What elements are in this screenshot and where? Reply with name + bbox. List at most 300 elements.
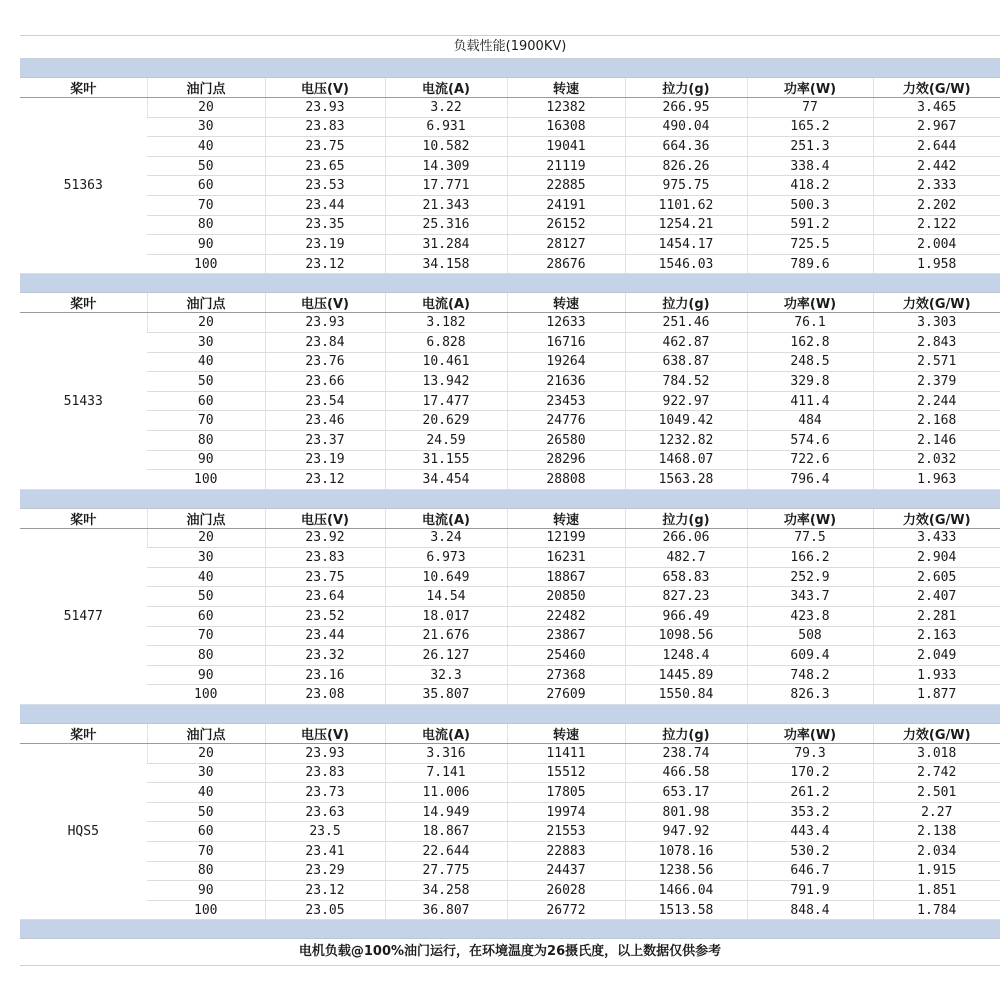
- table-cell: 10.649: [385, 567, 507, 587]
- table-cell: 26.127: [385, 646, 507, 666]
- table-cell: 40: [147, 137, 265, 157]
- table-row: [20, 98, 1000, 118]
- table-cell: 23.65: [265, 156, 385, 176]
- table-row: [20, 685, 1000, 705]
- table-cell: 2.168: [873, 411, 1000, 431]
- table-cell: 50: [147, 156, 265, 176]
- table-cell: 530.2: [747, 842, 873, 862]
- table-cell: 14.54: [385, 587, 507, 607]
- column-header: 油门点: [147, 509, 265, 529]
- table-cell: 462.87: [625, 332, 747, 352]
- table-cell: 11.006: [385, 783, 507, 803]
- table-cell: 60: [147, 176, 265, 196]
- table-cell: 34.454: [385, 470, 507, 490]
- table-cell: 1550.84: [625, 685, 747, 705]
- table-cell: 252.9: [747, 567, 873, 587]
- table-cell: 1563.28: [625, 470, 747, 490]
- column-header: 电流(A): [385, 293, 507, 313]
- column-header: 电流(A): [385, 509, 507, 529]
- table-row: [20, 430, 1000, 450]
- table-cell: 25460: [507, 646, 625, 666]
- table-row: [20, 607, 1000, 627]
- table-cell: 20: [147, 744, 265, 764]
- column-header: 电压(V): [265, 724, 385, 744]
- table-cell: 31.284: [385, 235, 507, 255]
- table-cell: 266.06: [625, 528, 747, 548]
- table-cell: 26580: [507, 430, 625, 450]
- table-cell: 801.98: [625, 802, 747, 822]
- table-cell: 2.034: [873, 842, 1000, 862]
- table-cell: 251.46: [625, 313, 747, 333]
- table-cell: 50: [147, 587, 265, 607]
- table-cell: 1513.58: [625, 900, 747, 920]
- table-cell: 1.915: [873, 861, 1000, 881]
- column-header: 拉力(g): [625, 724, 747, 744]
- table-cell: 23.84: [265, 332, 385, 352]
- table-cell: 100: [147, 685, 265, 705]
- table-cell: 2.571: [873, 352, 1000, 372]
- table-cell: 508: [747, 626, 873, 646]
- table-cell: 21553: [507, 822, 625, 842]
- table-row: [20, 861, 1000, 881]
- column-header: 转速: [507, 78, 625, 98]
- table-cell: 76.1: [747, 313, 873, 333]
- table-row: [20, 783, 1000, 803]
- column-header: 油门点: [147, 724, 265, 744]
- prop-table: [20, 78, 1000, 274]
- table-row: [20, 235, 1000, 255]
- column-header: 功率(W): [747, 724, 873, 744]
- table-cell: 23.32: [265, 646, 385, 666]
- table-cell: 12199: [507, 528, 625, 548]
- table-cell: 664.36: [625, 137, 747, 157]
- table-cell: 170.2: [747, 763, 873, 783]
- table-cell: 17.771: [385, 176, 507, 196]
- table-cell: 1445.89: [625, 665, 747, 685]
- table-cell: 23453: [507, 391, 625, 411]
- table-cell: 2.202: [873, 195, 1000, 215]
- section-divider-band: [20, 59, 1000, 78]
- table-cell: 80: [147, 861, 265, 881]
- table-cell: 34.258: [385, 881, 507, 901]
- column-header: 油门点: [147, 293, 265, 313]
- table-cell: 30: [147, 763, 265, 783]
- table-cell: 2.904: [873, 548, 1000, 568]
- data-tables: [20, 59, 1000, 939]
- column-header: 桨叶: [20, 293, 147, 313]
- table-cell: 1254.21: [625, 215, 747, 235]
- table-cell: 3.433: [873, 528, 1000, 548]
- table-row: [20, 352, 1000, 372]
- table-row: [20, 763, 1000, 783]
- table-cell: 1078.16: [625, 842, 747, 862]
- table-cell: 1.958: [873, 254, 1000, 274]
- table-cell: 1049.42: [625, 411, 747, 431]
- column-header: 电压(V): [265, 509, 385, 529]
- section-divider-band: [20, 920, 1000, 939]
- table-cell: 19041: [507, 137, 625, 157]
- table-cell: 411.4: [747, 391, 873, 411]
- table-row: [20, 313, 1000, 333]
- table-cell: 50: [147, 802, 265, 822]
- table-cell: 80: [147, 430, 265, 450]
- table-cell: 1.963: [873, 470, 1000, 490]
- table-cell: 20: [147, 313, 265, 333]
- table-cell: 2.605: [873, 567, 1000, 587]
- table-cell: 3.182: [385, 313, 507, 333]
- column-header: 力效(G/W): [873, 293, 1000, 313]
- table-cell: 26028: [507, 881, 625, 901]
- table-row: [20, 450, 1000, 470]
- table-cell: 21.343: [385, 195, 507, 215]
- table-cell: 40: [147, 567, 265, 587]
- table-cell: 23.75: [265, 137, 385, 157]
- table-row: [20, 842, 1000, 862]
- table-row: [20, 528, 1000, 548]
- table-cell: 28127: [507, 235, 625, 255]
- table-cell: 40: [147, 783, 265, 803]
- table-cell: 3.018: [873, 744, 1000, 764]
- table-cell: 248.5: [747, 352, 873, 372]
- table-cell: 27.775: [385, 861, 507, 881]
- table-cell: 20: [147, 98, 265, 118]
- column-header: 力效(G/W): [873, 509, 1000, 529]
- table-cell: 443.4: [747, 822, 873, 842]
- column-header: 力效(G/W): [873, 724, 1000, 744]
- table-cell: 10.582: [385, 137, 507, 157]
- table-cell: 2.004: [873, 235, 1000, 255]
- table-cell: 80: [147, 646, 265, 666]
- table-cell: 35.807: [385, 685, 507, 705]
- table-cell: 653.17: [625, 783, 747, 803]
- table-cell: 30: [147, 332, 265, 352]
- table-cell: 23.12: [265, 254, 385, 274]
- table-cell: 261.2: [747, 783, 873, 803]
- table-cell: 23.93: [265, 744, 385, 764]
- table-cell: 6.973: [385, 548, 507, 568]
- column-header: 电压(V): [265, 78, 385, 98]
- column-header: 桨叶: [20, 509, 147, 529]
- table-cell: 23.19: [265, 450, 385, 470]
- table-cell: 784.52: [625, 372, 747, 392]
- table-cell: 70: [147, 626, 265, 646]
- footer-note: 电机负载@100%油门运行，在环境温度为26摄氏度，以上数据仅供参考: [20, 939, 1000, 966]
- table-cell: 30: [147, 117, 265, 137]
- table-cell: 23.93: [265, 313, 385, 333]
- prop-name-cell: HQS5: [20, 744, 147, 920]
- table-cell: 23.46: [265, 411, 385, 431]
- table-cell: 500.3: [747, 195, 873, 215]
- column-header: 功率(W): [747, 509, 873, 529]
- table-cell: 722.6: [747, 450, 873, 470]
- table-row: [20, 254, 1000, 274]
- table-cell: 90: [147, 665, 265, 685]
- table-cell: 2.146: [873, 430, 1000, 450]
- table-cell: 24437: [507, 861, 625, 881]
- header-row: [20, 293, 1000, 313]
- table-cell: 27609: [507, 685, 625, 705]
- prop-table: [20, 509, 1000, 705]
- table-cell: 23.75: [265, 567, 385, 587]
- table-cell: 23.16: [265, 665, 385, 685]
- table-cell: 23.63: [265, 802, 385, 822]
- table-cell: 70: [147, 411, 265, 431]
- prop-table: [20, 293, 1000, 489]
- table-cell: 19264: [507, 352, 625, 372]
- column-header: 力效(G/W): [873, 78, 1000, 98]
- table-cell: 25.316: [385, 215, 507, 235]
- table-cell: 17805: [507, 783, 625, 803]
- table-cell: 60: [147, 391, 265, 411]
- table-cell: 23.44: [265, 626, 385, 646]
- table-cell: 646.7: [747, 861, 873, 881]
- table-cell: 23.83: [265, 548, 385, 568]
- table-cell: 26772: [507, 900, 625, 920]
- table-cell: 23.29: [265, 861, 385, 881]
- table-cell: 2.379: [873, 372, 1000, 392]
- performance-sheet: [20, 35, 1000, 966]
- table-cell: 20850: [507, 587, 625, 607]
- table-row: [20, 900, 1000, 920]
- table-cell: 14.949: [385, 802, 507, 822]
- table-cell: 24191: [507, 195, 625, 215]
- column-header: 油门点: [147, 78, 265, 98]
- table-cell: 1.784: [873, 900, 1000, 920]
- table-row: [20, 137, 1000, 157]
- table-cell: 23.5: [265, 822, 385, 842]
- table-cell: 2.244: [873, 391, 1000, 411]
- table-cell: 24.59: [385, 430, 507, 450]
- table-cell: 922.97: [625, 391, 747, 411]
- section-divider-band: [20, 490, 1000, 509]
- table-cell: 791.9: [747, 881, 873, 901]
- table-cell: 11411: [507, 744, 625, 764]
- table-row: [20, 156, 1000, 176]
- table-cell: 2.442: [873, 156, 1000, 176]
- table-cell: 36.807: [385, 900, 507, 920]
- table-cell: 23.73: [265, 783, 385, 803]
- table-cell: 22885: [507, 176, 625, 196]
- table-cell: 2.27: [873, 802, 1000, 822]
- table-row: [20, 881, 1000, 901]
- column-header: 电流(A): [385, 78, 507, 98]
- table-cell: 22.644: [385, 842, 507, 862]
- table-cell: 23.93: [265, 98, 385, 118]
- table-cell: 77.5: [747, 528, 873, 548]
- table-cell: 2.138: [873, 822, 1000, 842]
- table-cell: 30: [147, 548, 265, 568]
- table-cell: 1466.04: [625, 881, 747, 901]
- table-row: [20, 822, 1000, 842]
- table-cell: 23.52: [265, 607, 385, 627]
- table-cell: 3.24: [385, 528, 507, 548]
- table-cell: 1232.82: [625, 430, 747, 450]
- prop-name-cell: 51477: [20, 528, 147, 704]
- table-cell: 60: [147, 822, 265, 842]
- table-cell: 79.3: [747, 744, 873, 764]
- table-cell: 23.83: [265, 763, 385, 783]
- table-cell: 418.2: [747, 176, 873, 196]
- table-cell: 490.04: [625, 117, 747, 137]
- table-cell: 2.333: [873, 176, 1000, 196]
- table-cell: 2.032: [873, 450, 1000, 470]
- table-cell: 826.3: [747, 685, 873, 705]
- header-row: [20, 509, 1000, 529]
- table-cell: 34.158: [385, 254, 507, 274]
- table-cell: 789.6: [747, 254, 873, 274]
- table-cell: 343.7: [747, 587, 873, 607]
- table-cell: 2.501: [873, 783, 1000, 803]
- table-cell: 90: [147, 450, 265, 470]
- table-cell: 238.74: [625, 744, 747, 764]
- table-cell: 1.933: [873, 665, 1000, 685]
- table-row: [20, 215, 1000, 235]
- table-cell: 796.4: [747, 470, 873, 490]
- table-row: [20, 646, 1000, 666]
- table-cell: 12633: [507, 313, 625, 333]
- table-cell: 423.8: [747, 607, 873, 627]
- table-cell: 1248.4: [625, 646, 747, 666]
- sheet-title: 负载性能(1900KV): [20, 35, 1000, 59]
- table-cell: 23.44: [265, 195, 385, 215]
- table-cell: 50: [147, 372, 265, 392]
- table-cell: 591.2: [747, 215, 873, 235]
- table-cell: 20: [147, 528, 265, 548]
- table-cell: 70: [147, 842, 265, 862]
- column-header: 转速: [507, 724, 625, 744]
- table-cell: 2.122: [873, 215, 1000, 235]
- table-cell: 16231: [507, 548, 625, 568]
- table-cell: 90: [147, 235, 265, 255]
- table-row: [20, 626, 1000, 646]
- table-cell: 2.163: [873, 626, 1000, 646]
- column-header: 转速: [507, 293, 625, 313]
- table-cell: 10.461: [385, 352, 507, 372]
- table-cell: 7.141: [385, 763, 507, 783]
- column-header: 桨叶: [20, 78, 147, 98]
- table-cell: 2.281: [873, 607, 1000, 627]
- table-cell: 947.92: [625, 822, 747, 842]
- table-cell: 17.477: [385, 391, 507, 411]
- column-header: 功率(W): [747, 293, 873, 313]
- table-cell: 848.4: [747, 900, 873, 920]
- table-cell: 826.26: [625, 156, 747, 176]
- table-cell: 12382: [507, 98, 625, 118]
- table-cell: 21119: [507, 156, 625, 176]
- table-cell: 23.64: [265, 587, 385, 607]
- table-row: [20, 802, 1000, 822]
- table-cell: 23.92: [265, 528, 385, 548]
- table-cell: 23.76: [265, 352, 385, 372]
- table-cell: 266.95: [625, 98, 747, 118]
- header-row: [20, 724, 1000, 744]
- table-cell: 466.58: [625, 763, 747, 783]
- table-cell: 338.4: [747, 156, 873, 176]
- table-cell: 60: [147, 607, 265, 627]
- column-header: 拉力(g): [625, 293, 747, 313]
- section-divider-band: [20, 705, 1000, 724]
- header-row: [20, 78, 1000, 98]
- table-cell: 21.676: [385, 626, 507, 646]
- table-cell: 162.8: [747, 332, 873, 352]
- table-cell: 14.309: [385, 156, 507, 176]
- column-header: 拉力(g): [625, 78, 747, 98]
- table-cell: 23.41: [265, 842, 385, 862]
- table-cell: 22883: [507, 842, 625, 862]
- table-cell: 23.66: [265, 372, 385, 392]
- table-cell: 574.6: [747, 430, 873, 450]
- table-cell: 23.54: [265, 391, 385, 411]
- column-header: 拉力(g): [625, 509, 747, 529]
- table-cell: 2.967: [873, 117, 1000, 137]
- prop-name-cell: 51433: [20, 313, 147, 489]
- table-cell: 1468.07: [625, 450, 747, 470]
- table-cell: 638.87: [625, 352, 747, 372]
- table-cell: 24776: [507, 411, 625, 431]
- table-cell: 827.23: [625, 587, 747, 607]
- table-cell: 2.049: [873, 646, 1000, 666]
- table-cell: 18867: [507, 567, 625, 587]
- table-cell: 2.843: [873, 332, 1000, 352]
- table-cell: 251.3: [747, 137, 873, 157]
- table-cell: 23867: [507, 626, 625, 646]
- table-cell: 23.37: [265, 430, 385, 450]
- table-cell: 28808: [507, 470, 625, 490]
- table-cell: 28676: [507, 254, 625, 274]
- table-row: [20, 548, 1000, 568]
- table-cell: 2.407: [873, 587, 1000, 607]
- table-cell: 1101.62: [625, 195, 747, 215]
- table-cell: 18.867: [385, 822, 507, 842]
- prop-table: [20, 724, 1000, 920]
- table-cell: 975.75: [625, 176, 747, 196]
- table-cell: 23.53: [265, 176, 385, 196]
- table-cell: 15512: [507, 763, 625, 783]
- table-row: [20, 195, 1000, 215]
- table-cell: 748.2: [747, 665, 873, 685]
- table-cell: 725.5: [747, 235, 873, 255]
- table-cell: 3.303: [873, 313, 1000, 333]
- table-cell: 32.3: [385, 665, 507, 685]
- table-cell: 23.08: [265, 685, 385, 705]
- table-cell: 18.017: [385, 607, 507, 627]
- table-cell: 22482: [507, 607, 625, 627]
- table-cell: 3.465: [873, 98, 1000, 118]
- column-header: 电压(V): [265, 293, 385, 313]
- column-header: 功率(W): [747, 78, 873, 98]
- table-row: [20, 587, 1000, 607]
- table-cell: 1454.17: [625, 235, 747, 255]
- table-cell: 1098.56: [625, 626, 747, 646]
- table-row: [20, 411, 1000, 431]
- table-row: [20, 744, 1000, 764]
- table-cell: 23.35: [265, 215, 385, 235]
- table-cell: 1.877: [873, 685, 1000, 705]
- table-cell: 21636: [507, 372, 625, 392]
- table-row: [20, 470, 1000, 490]
- table-row: [20, 665, 1000, 685]
- table-cell: 26152: [507, 215, 625, 235]
- table-cell: 23.12: [265, 470, 385, 490]
- table-cell: 90: [147, 881, 265, 901]
- table-cell: 1546.03: [625, 254, 747, 274]
- table-row: [20, 176, 1000, 196]
- table-cell: 2.644: [873, 137, 1000, 157]
- table-row: [20, 372, 1000, 392]
- table-row: [20, 567, 1000, 587]
- table-cell: 70: [147, 195, 265, 215]
- column-header: 转速: [507, 509, 625, 529]
